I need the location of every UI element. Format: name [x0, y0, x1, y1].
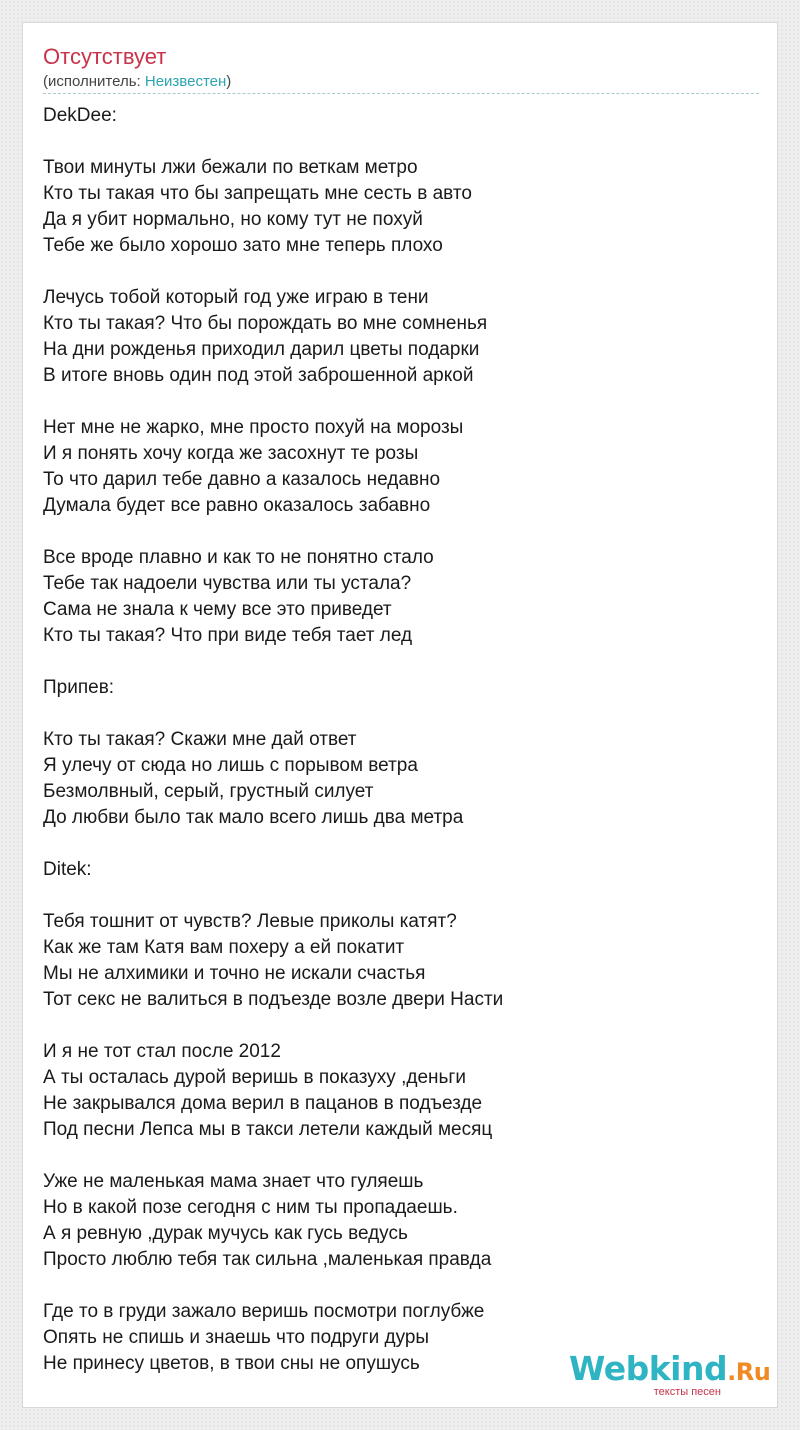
lyric-line: Тебя тошнит от чувств? Левые приколы катят?: [43, 911, 457, 932]
lyric-line: В итоге вновь один под этой заброшенной аркой: [43, 365, 474, 386]
lyric-line: Тебе же было хорошо зато мне теперь плохо: [43, 235, 443, 256]
lyric-line: Как же там Катя вам похеру а ей покатит: [43, 937, 405, 958]
song-title: Отсутствует: [43, 44, 167, 69]
lyric-line: Безмолвный, серый, грустный силует: [43, 781, 374, 802]
lyric-blank-line: [43, 1013, 759, 1039]
song-header: [43, 43, 759, 92]
lyrics-page: [22, 22, 778, 1408]
lyric-line: Опять не спишь и знаешь что подруги дуры: [43, 1327, 430, 1348]
artist-suffix: ): [226, 73, 232, 90]
lyric-line: Не принесу цветов, в твои сны не опушусь: [43, 1353, 420, 1374]
header-divider: [43, 93, 759, 94]
lyric-line: Под песни Лепса мы в такси летели каждый месяц: [43, 1119, 493, 1140]
lyric-line: Я улечу от сюда но лишь с порывом ветра: [43, 755, 418, 776]
artist-link[interactable]: Неизвестен: [144, 73, 227, 90]
lyric-blank-line: [43, 519, 759, 545]
lyric-line: Кто ты такая что бы запрещать мне сесть в авто: [43, 183, 472, 204]
lyric-line: А ты осталась дурой веришь в показуху ,деньги: [43, 1067, 466, 1088]
lyric-line: Мы не алхимики и точно не искали счастья: [43, 963, 426, 984]
lyric-line: И я понять хочу когда же засохнут те розы: [43, 443, 419, 464]
lyric-line: Твои минуты лжи бежали по веткам метро: [43, 157, 418, 178]
lyric-blank-line: [43, 701, 759, 727]
lyric-line: Ditek:: [43, 859, 92, 880]
lyric-blank-line: [43, 649, 759, 675]
lyric-blank-line: [43, 1273, 759, 1299]
lyric-line: Кто ты такая? Что при виде тебя тает лед: [43, 625, 413, 646]
lyric-line: И я не тот стал после 2012: [43, 1041, 281, 1062]
lyric-blank-line: [43, 129, 759, 155]
webkind-logo[interactable]: [569, 1351, 769, 1403]
lyric-blank-line: [43, 883, 759, 909]
lyric-line: Кто ты такая? Скажи мне дай ответ: [43, 729, 357, 750]
logo-tagline: тексты песен: [653, 1386, 721, 1398]
artist-prefix: (исполнитель:: [43, 73, 145, 90]
lyric-line: Просто люблю тебя так сильна ,маленькая правда: [43, 1249, 492, 1270]
artist-line: [43, 72, 759, 92]
lyric-line: Где то в груди зажало веришь посмотри поглубже: [43, 1301, 485, 1322]
lyric-line: Тот секс не валиться в подъезде возле двери Насти: [43, 989, 504, 1010]
lyric-blank-line: [43, 831, 759, 857]
lyric-line: Лечусь тобой который год уже играю в тени: [43, 287, 429, 308]
lyric-line: До любви было так мало всего лишь два метра: [43, 807, 464, 828]
lyric-line: Не закрывался дома верил в пацанов в подъезде: [43, 1093, 483, 1114]
lyric-line: На дни рожденья приходил дарил цветы подарки: [43, 339, 480, 360]
lyric-line: Уже не маленькая мама знает что гуляешь: [43, 1171, 424, 1192]
lyric-blank-line: [43, 1143, 759, 1169]
lyric-blank-line: [43, 259, 759, 285]
lyric-line: Припев:: [43, 677, 115, 698]
lyric-line: Да я убит нормально, но кому тут не похуй: [43, 209, 423, 230]
lyric-line: Все вроде плавно и как то не понятно стало: [43, 547, 434, 568]
lyric-line: Сама не знала к чему все это приведет: [43, 599, 392, 620]
lyric-blank-line: [43, 389, 759, 415]
logo-tld-text: .Ru: [727, 1358, 771, 1386]
logo-main-text: Webkind: [569, 1349, 728, 1388]
lyric-line: Тебе так надоели чувства или ты устала?: [43, 573, 412, 594]
lyric-line: А я ревную ,дурак мучусь как гусь ведусь: [43, 1223, 408, 1244]
lyrics-text: [43, 103, 759, 1377]
lyric-line: Кто ты такая? Что бы порождать во мне сомненья: [43, 313, 488, 334]
lyric-line: То что дарил тебе давно а казалось недавно: [43, 469, 441, 490]
lyric-line: DekDee:: [43, 105, 117, 126]
logo-wordmark: [569, 1351, 769, 1390]
lyric-line: Но в какой позе сегодня с ним ты пропадаешь.: [43, 1197, 458, 1218]
lyric-line: Думала будет все равно оказалось забавно: [43, 495, 431, 516]
lyric-line: Нет мне не жарко, мне просто похуй на морозы: [43, 417, 464, 438]
